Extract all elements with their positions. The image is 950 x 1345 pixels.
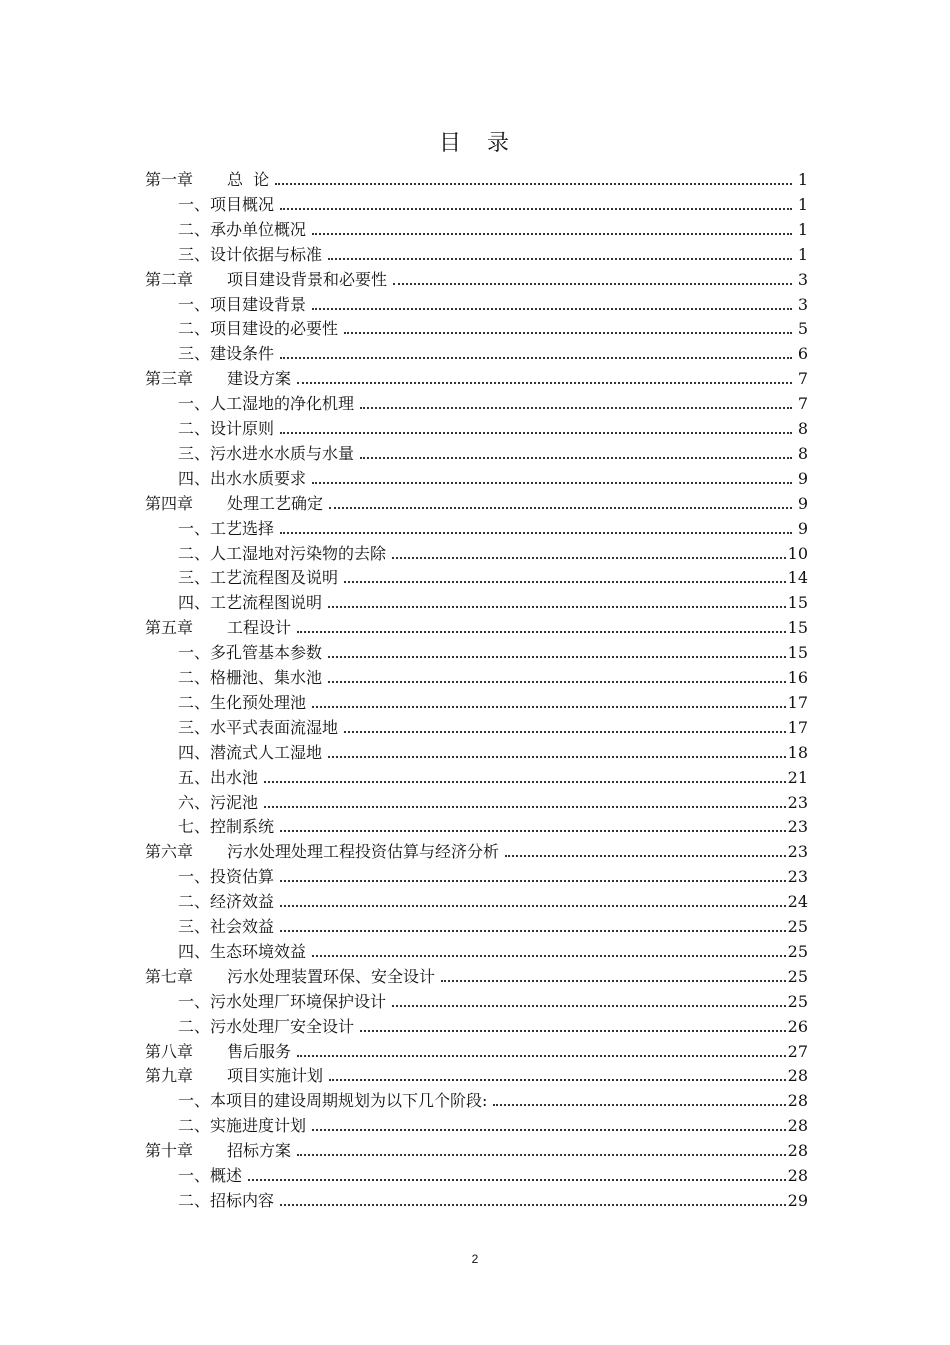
toc-chapter-entry[interactable] [145, 615, 808, 640]
toc-entry-label [178, 391, 354, 416]
toc-page-number: 1 [797, 170, 808, 189]
dot-leader [280, 930, 786, 932]
toc-entry-text: 生化预处理池 [210, 692, 307, 712]
toc-entry-label [178, 989, 386, 1014]
toc-entry-number: 三、 [178, 568, 211, 588]
toc-entry-text: 污水处理装置环保、安全设计 [227, 966, 436, 986]
toc-entry-label [145, 839, 499, 864]
toc-entry-text: 控制系统 [210, 817, 275, 837]
toc-page-number: 3 [797, 294, 808, 314]
dot-leader [280, 880, 786, 882]
toc-entry-number: 一、 [178, 294, 211, 314]
toc-entry-text: 设计依据与标准 [210, 244, 323, 264]
toc-section-entry[interactable] [178, 192, 808, 217]
toc-entry-number: 七、 [178, 817, 211, 837]
toc-entry-label [178, 864, 274, 889]
toc-entry-text: 格栅池、集水池 [210, 668, 323, 687]
toc-entry-text: 设计原则 [210, 419, 275, 438]
toc-entry-number: 二、 [178, 692, 211, 712]
toc-section-entry[interactable] [178, 516, 808, 541]
toc-entry-label [178, 814, 274, 839]
toc-entry-number: 二、 [178, 319, 211, 339]
toc-entry-label [178, 217, 306, 242]
dot-leader [312, 233, 792, 235]
toc-entry-text: 项目建设的必要性 [210, 319, 339, 339]
toc-section-entry[interactable] [178, 814, 808, 839]
toc-section-entry[interactable] [178, 391, 808, 416]
toc-entry-label [145, 1138, 291, 1163]
toc-entry-text: 概述 [210, 1166, 243, 1185]
toc-chapter-entry[interactable] [145, 964, 808, 989]
toc-entry-text: 建设条件 [210, 344, 275, 364]
toc-entry-label [145, 964, 435, 989]
toc-chapter-entry[interactable] [145, 167, 808, 192]
toc-entry-label [178, 1088, 487, 1113]
toc-section-entry[interactable] [178, 1163, 808, 1188]
dot-leader [505, 855, 786, 857]
toc-page-number: 18 [787, 742, 808, 762]
dot-leader [280, 830, 786, 832]
toc-page-number: 25 [787, 917, 808, 936]
dot-leader [360, 1030, 786, 1032]
toc-entry-number: 第九章 [145, 1066, 194, 1086]
dot-leader [493, 1104, 785, 1106]
dot-leader [297, 1154, 786, 1156]
toc-entry-number: 二、 [178, 543, 211, 563]
toc-page-number: 23 [787, 817, 808, 837]
toc-entry-text: 招标内容 [210, 1190, 275, 1210]
toc-entry-text: 工程设计 [227, 618, 292, 638]
toc-entry-text: 项目建设背景和必要性 [227, 269, 388, 289]
toc-page-number: 17 [787, 692, 808, 712]
dot-leader [280, 532, 792, 534]
page-number: 2 [471, 1252, 479, 1266]
toc-entry-number: 三、 [178, 443, 211, 463]
toc-entry-number: 三、 [178, 717, 211, 737]
toc-page-number: 1 [797, 219, 808, 239]
toc-page-number: 5 [797, 319, 808, 339]
toc-entry-text: 售后服务 [227, 1041, 292, 1061]
toc-section-entry[interactable] [178, 590, 808, 615]
toc-chapter-entry[interactable] [145, 839, 808, 864]
toc-entry-label [178, 640, 322, 665]
toc-entry-label [178, 939, 306, 964]
toc-entry-number: 二、 [178, 892, 211, 912]
dot-leader [312, 308, 792, 310]
toc-title: 目 录 [438, 131, 511, 156]
dot-leader [312, 1129, 786, 1131]
toc-entry-text: 承办单位概况 [210, 219, 307, 239]
toc-section-entry[interactable] [178, 1188, 808, 1213]
toc-entry-text: 实施进度计划 [210, 1116, 307, 1136]
toc-section-entry[interactable] [178, 316, 808, 341]
toc-entry-number: 第十章 [145, 1141, 194, 1161]
toc-entry-text: 社会效益 [210, 917, 275, 936]
toc-page-number: 26 [787, 1016, 808, 1036]
toc-section-entry[interactable] [178, 640, 808, 665]
toc-entry-label [178, 914, 274, 939]
toc-section-entry[interactable] [178, 790, 808, 815]
dot-leader [344, 332, 792, 334]
dot-leader [248, 1179, 786, 1181]
toc-entry-number: 一、 [178, 991, 211, 1011]
dot-leader [392, 1005, 786, 1007]
dot-leader [393, 283, 792, 285]
toc-entry-label [178, 715, 338, 740]
toc-entry-number: 二、 [178, 668, 211, 687]
toc-entry-label [178, 316, 338, 341]
toc-section-entry[interactable] [178, 889, 808, 914]
toc-page-number: 24 [787, 892, 808, 912]
toc-entry-text: 项目建设背景 [210, 294, 307, 314]
toc-section-entry[interactable] [178, 466, 808, 491]
toc-entry-label [145, 366, 291, 391]
toc-entry-label [178, 1113, 306, 1138]
toc-page-number: 16 [787, 668, 808, 687]
toc-entry-label [178, 1014, 354, 1039]
toc-entry-number: 三、 [178, 917, 211, 936]
toc-entry-number: 四、 [178, 593, 211, 613]
toc-entry-number: 二、 [178, 1016, 211, 1036]
toc-entry-number: 第四章 [145, 493, 194, 513]
dot-leader [328, 681, 786, 683]
toc-entry-text: 处理工艺确定 [227, 493, 324, 513]
toc-section-entry[interactable] [178, 740, 808, 765]
toc-page-number: 7 [797, 394, 808, 414]
dot-leader [297, 1055, 786, 1057]
toc-entry-text: 总 论 [227, 170, 270, 189]
toc-section-entry[interactable] [178, 341, 808, 366]
toc-entry-text: 建设方案 [227, 369, 292, 389]
toc-entry-number: 一、 [178, 518, 211, 538]
toc-entry-label [178, 665, 322, 690]
toc-entry-label [178, 192, 274, 217]
toc-entry-number: 第五章 [145, 618, 194, 638]
toc-entry-text: 项目实施计划 [227, 1066, 324, 1086]
toc-entry-label [178, 690, 306, 715]
dot-leader [264, 806, 786, 808]
toc-entry-text: 水平式表面流湿地 [210, 717, 339, 737]
toc-page-number: 9 [797, 518, 808, 538]
toc-page-number: 1 [797, 194, 808, 214]
toc-chapter-entry[interactable] [145, 1039, 808, 1064]
dot-leader [280, 208, 792, 210]
toc-entry-label [178, 292, 306, 317]
toc-entry-text: 人工湿地的净化机理 [210, 394, 355, 414]
toc-entry-number: 二、 [178, 1190, 211, 1210]
toc-page-number: 15 [787, 618, 808, 638]
toc-entry-text: 招标方案 [227, 1141, 292, 1161]
toc-entry-number: 六、 [178, 792, 211, 812]
toc-page-number: 6 [797, 344, 808, 364]
toc-section-entry[interactable] [178, 1113, 808, 1138]
toc-entry-text: 经济效益 [210, 892, 275, 912]
toc-page-number: 14 [787, 568, 808, 588]
dot-leader [328, 756, 786, 758]
toc-entry-label [145, 491, 323, 516]
toc-entry-label [145, 1063, 323, 1088]
toc-entry-label [178, 441, 354, 466]
toc-entry-number: 二、 [178, 219, 211, 239]
toc-entry-label [145, 1039, 291, 1064]
toc-section-entry[interactable] [178, 765, 808, 790]
dot-leader [275, 183, 792, 185]
toc-entry-text: 人工湿地对污染物的去除 [210, 543, 387, 563]
toc-page-number: 9 [797, 493, 808, 513]
dot-leader [344, 581, 786, 583]
toc-entry-label [178, 740, 322, 765]
toc-section-entry[interactable] [178, 565, 808, 590]
toc-entry-label [178, 541, 386, 566]
toc-entry-text: 污水处理处理工程投资估算与经济分析 [227, 842, 500, 862]
dot-leader [360, 407, 792, 409]
toc-chapter-entry[interactable] [145, 1138, 808, 1163]
toc-page-number: 28 [787, 1091, 808, 1111]
toc-section-entry[interactable] [178, 416, 808, 441]
toc-section-entry[interactable] [178, 690, 808, 715]
toc-entry-text: 项目概况 [210, 194, 275, 214]
toc-entry-number: 四、 [178, 468, 211, 488]
toc-entry-number: 第七章 [145, 966, 194, 986]
toc-entry-label [178, 1188, 274, 1213]
dot-leader [297, 631, 786, 633]
toc-page-number: 29 [787, 1190, 808, 1210]
toc-entry-label [178, 1163, 242, 1188]
toc-entry-label [178, 889, 274, 914]
toc-page-number: 28 [787, 1116, 808, 1136]
toc-page-number: 28 [787, 1066, 808, 1086]
toc-chapter-entry[interactable] [145, 366, 808, 391]
toc-section-entry[interactable] [178, 665, 808, 690]
toc-page-number: 23 [787, 842, 808, 862]
dot-leader [392, 557, 786, 559]
toc-entry-label [178, 790, 258, 815]
toc-entry-text: 本项目的建设周期规划为以下几个阶段: [210, 1091, 488, 1111]
toc-entry-number: 二、 [178, 1116, 211, 1136]
dot-leader [441, 980, 786, 982]
toc-entry-label [145, 615, 291, 640]
toc-entry-number: 二、 [178, 419, 211, 438]
toc-page-number: 25 [787, 966, 808, 986]
toc-section-entry[interactable] [178, 441, 808, 466]
toc-section-entry[interactable] [178, 939, 808, 964]
toc-entry-number: 第六章 [145, 842, 194, 862]
toc-section-entry[interactable] [178, 914, 808, 939]
toc-entry-number: 一、 [178, 643, 211, 663]
toc-section-entry[interactable] [178, 541, 808, 566]
dot-leader [328, 656, 786, 658]
toc-entry-number: 第二章 [145, 269, 194, 289]
toc-chapter-entry[interactable] [145, 1063, 808, 1088]
toc-entry-number: 一、 [178, 394, 211, 414]
toc-entry-text: 工艺选择 [210, 518, 275, 538]
toc-page-number: 27 [787, 1041, 808, 1061]
dot-leader [344, 731, 786, 733]
dot-leader [328, 258, 792, 260]
toc-page-number: 28 [787, 1141, 808, 1161]
toc-entry-text: 生态环境效益 [210, 941, 307, 961]
toc-entry-label [145, 167, 269, 192]
toc-entry-text: 污水处理厂安全设计 [210, 1016, 355, 1036]
toc-entry-text: 潜流式人工湿地 [210, 742, 323, 762]
dot-leader [264, 781, 786, 783]
dot-leader [328, 606, 786, 608]
toc-entry-text: 污泥池 [210, 792, 259, 812]
toc-entry-label [178, 341, 274, 366]
toc-entry-number: 五、 [178, 767, 211, 787]
toc-page-number: 23 [787, 792, 808, 812]
toc-page-number: 25 [787, 991, 808, 1011]
toc-page-number: 25 [787, 941, 808, 961]
dot-leader [280, 357, 792, 359]
toc-page-number: 17 [787, 717, 808, 737]
toc-section-entry[interactable] [178, 1014, 808, 1039]
toc-page-number: 8 [797, 443, 808, 463]
toc-entry-number: 三、 [178, 244, 211, 264]
toc-page-number: 21 [787, 767, 808, 787]
toc-section-entry[interactable] [178, 242, 808, 267]
toc-page-number: 9 [797, 468, 808, 488]
toc-entry-number: 一、 [178, 867, 211, 887]
toc-entry-label [178, 516, 274, 541]
toc-entry-number: 第一章 [145, 170, 194, 189]
toc-chapter-entry[interactable] [145, 267, 808, 292]
toc-section-entry[interactable] [178, 864, 808, 889]
toc-entry-number: 一、 [178, 1166, 211, 1185]
dot-leader [312, 706, 786, 708]
toc-entry-number: 四、 [178, 941, 211, 961]
toc-entry-text: 污水进水水质与水量 [210, 443, 355, 463]
toc-entry-number: 一、 [178, 1091, 211, 1111]
dot-leader [297, 382, 792, 384]
toc-entry-label [178, 466, 306, 491]
toc-section-entry[interactable] [178, 715, 808, 740]
toc-entry-number: 四、 [178, 742, 211, 762]
toc-entry-number: 第八章 [145, 1041, 194, 1061]
dot-leader [329, 507, 792, 509]
toc-page-number: 8 [797, 419, 808, 438]
toc-entry-label [178, 242, 322, 267]
toc-entry-label [145, 267, 387, 292]
dot-leader [360, 457, 792, 459]
toc-entry-number: 第三章 [145, 369, 194, 389]
dot-leader [312, 955, 786, 957]
toc-entry-label [178, 765, 258, 790]
toc-page-number: 1 [797, 244, 808, 264]
toc-page-number: 3 [797, 269, 808, 289]
toc-entry-label [178, 416, 274, 441]
toc-section-entry[interactable] [178, 292, 808, 317]
toc-page-number: 7 [797, 369, 808, 389]
toc-entry-text: 出水池 [210, 767, 259, 787]
toc-page-number: 10 [787, 543, 808, 563]
toc-page-number: 23 [787, 867, 808, 887]
dot-leader [329, 1079, 786, 1081]
dot-leader [280, 432, 792, 434]
toc-entry-text: 工艺流程图说明 [210, 593, 323, 613]
toc-entry-text: 投资估算 [210, 867, 275, 887]
toc-section-entry[interactable] [178, 1088, 808, 1113]
toc-section-entry[interactable] [178, 217, 808, 242]
dot-leader [280, 905, 786, 907]
toc-entry-label [178, 590, 322, 615]
toc-entry-number: 一、 [178, 194, 211, 214]
toc-chapter-entry[interactable] [145, 491, 808, 516]
toc-entry-text: 污水处理厂环境保护设计 [210, 991, 387, 1011]
toc-entry-number: 三、 [178, 344, 211, 364]
toc-page-number: 28 [787, 1166, 808, 1185]
dot-leader [280, 1204, 786, 1206]
toc-page-number: 15 [787, 593, 808, 613]
toc-entry-text: 多孔管基本参数 [210, 643, 323, 663]
dot-leader [312, 482, 792, 484]
toc-entry-text: 工艺流程图及说明 [210, 568, 339, 588]
toc-entry-label [178, 565, 338, 590]
toc-section-entry[interactable] [178, 989, 808, 1014]
toc-page-number: 15 [787, 643, 808, 663]
toc-entry-text: 出水水质要求 [210, 468, 307, 488]
